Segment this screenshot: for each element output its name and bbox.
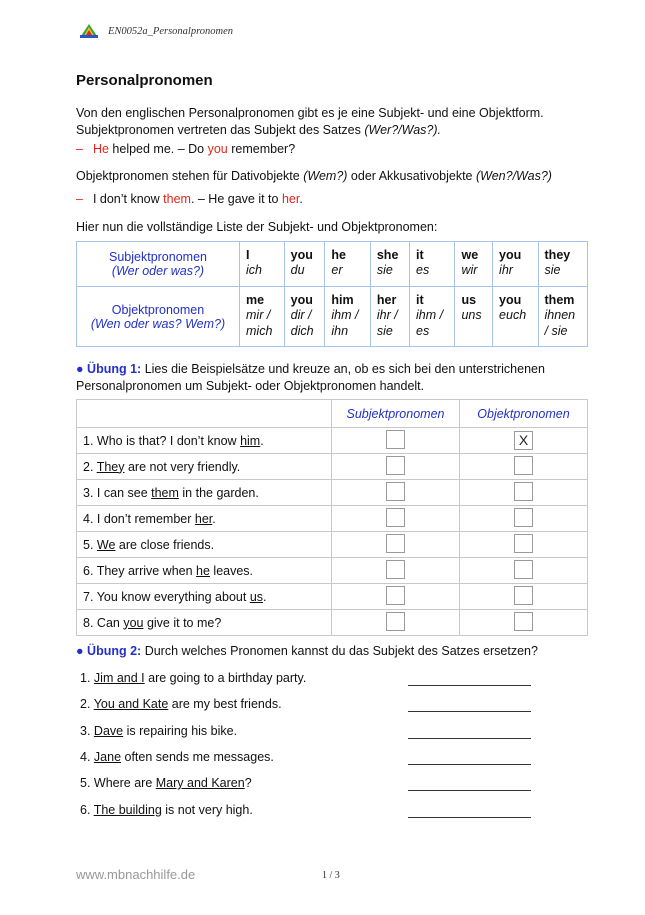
exercise2-item: 4. Jane often sends me messages.: [80, 749, 274, 764]
exercise1-sentence: 3. I can see them in the garden.: [77, 480, 332, 506]
object-row: [77, 287, 588, 347]
subject-column-header: Subjektpronomen: [332, 400, 460, 428]
object-checkbox[interactable]: [514, 612, 533, 631]
pronoun-cell: it es: [410, 242, 455, 287]
list-intro: Hier nun die vollständige Liste der Subjekt- und Objektpronomen:: [76, 220, 438, 234]
answer-line[interactable]: [408, 789, 531, 791]
pronoun-cell: they sie: [538, 242, 587, 287]
exercise2-item: 1. Jim and I are going to a birthday party.: [80, 671, 307, 685]
subject-row: [77, 242, 588, 287]
example-object: – I don’t know them. – He gave it to her.: [76, 192, 303, 206]
answer-line[interactable]: [408, 710, 531, 712]
exercise1-sentence: 8. Can you give it to me?: [77, 610, 332, 636]
pronoun-cell: I ich: [240, 242, 285, 287]
answer-line[interactable]: [408, 816, 531, 818]
subject-checkbox[interactable]: [386, 482, 405, 501]
subject-checkbox[interactable]: [386, 612, 405, 631]
page-title: Personalpronomen: [76, 72, 213, 89]
subject-checkbox[interactable]: [386, 560, 405, 579]
page-number: 1 / 3: [322, 870, 340, 881]
object-checkbox[interactable]: [514, 586, 533, 605]
pronoun-cell: her ihr / sie: [370, 287, 409, 347]
object-checkbox[interactable]: [514, 508, 533, 527]
subject-checkbox[interactable]: [386, 456, 405, 475]
exercise1-instructions: ● Übung 1: Lies die Beispielsätze und kreuze an, ob es sich bei den unterstrichenen Personalpronomen um Subjekt- oder Objektpronomen handelt.: [76, 362, 545, 393]
object-checkbox[interactable]: [514, 560, 533, 579]
exercise2-instructions: ● Übung 2: Durch welches Pronomen kannst du das Subjekt des Satzes ersetzen?: [76, 644, 538, 658]
exercise1-row: [77, 610, 588, 636]
exercise1-row: [77, 428, 588, 454]
exercise1-header-row: [77, 400, 588, 428]
pronoun-cell: us uns: [455, 287, 493, 347]
intro-paragraph: Von den englischen Personalpronomen gibt es je eine Subjekt- und eine Objektform. Subjektpronomen vertreten das Subjekt des Satzes (Wer?/Was?).: [76, 106, 544, 137]
exercise1-sentence: 5. We are close friends.: [77, 532, 332, 558]
exercise2-item: 6. The building is not very high.: [80, 802, 253, 817]
pronoun-cell: he er: [325, 242, 370, 287]
object-checkbox[interactable]: [514, 482, 533, 501]
example-subject: – He helped me. – Do you remember?: [76, 142, 296, 156]
exercise1-sentence: 2. They are not very friendly.: [77, 454, 332, 480]
pronoun-cell: you euch: [493, 287, 538, 347]
exercise1-sentence: 7. You know everything about us.: [77, 584, 332, 610]
subject-checkbox[interactable]: [386, 430, 405, 449]
footer-site: www.mbnachhilfe.de: [76, 867, 196, 882]
subject-checkbox[interactable]: [386, 586, 405, 605]
exercise1-sentence: 1. Who is that? I don’t know him.: [77, 428, 332, 454]
pronoun-cell: it ihm / es: [410, 287, 455, 347]
subject-label-cell: Subjektpronomen (Wer oder was?): [77, 242, 240, 287]
page-header: [80, 24, 233, 38]
pronoun-cell: you du: [284, 242, 325, 287]
object-checkbox[interactable]: X: [514, 431, 533, 450]
exercise1-row: [77, 506, 588, 532]
exercise1-table: [76, 399, 588, 636]
subject-checkbox[interactable]: [386, 508, 405, 527]
pronoun-cell: them ihnen / sie: [538, 287, 587, 347]
exercise2-item: 3. Dave is repairing his bike.: [80, 723, 238, 738]
pronoun-cell: she sie: [370, 242, 409, 287]
object-checkbox[interactable]: [514, 456, 533, 475]
exercise2-item: 5. Where are Mary and Karen?: [80, 776, 252, 791]
exercise1-row: [77, 532, 588, 558]
object-explanation: Objektpronomen stehen für Dativobjekte (Wem?) oder Akkusativobjekte (Wen?/Was?): [76, 169, 552, 183]
answer-line[interactable]: [408, 684, 531, 686]
document-code: EN0052a_Personalpronomen: [108, 25, 234, 37]
object-column-header: Objektpronomen: [460, 400, 588, 428]
answer-line[interactable]: [408, 763, 531, 765]
answer-line[interactable]: [408, 737, 531, 739]
exercise1-row: [77, 480, 588, 506]
pronoun-cell: you dir / dich: [284, 287, 325, 347]
pronoun-table: [76, 241, 588, 347]
logo-icon: [80, 24, 98, 38]
pronoun-cell: you ihr: [493, 242, 538, 287]
subject-checkbox[interactable]: [386, 534, 405, 553]
pronoun-cell: me mir / mich: [240, 287, 285, 347]
exercise1-row: [77, 454, 588, 480]
object-checkbox[interactable]: [514, 534, 533, 553]
object-label-cell: Objektpronomen (Wen oder was? Wem?): [77, 287, 240, 347]
exercise1-row: [77, 584, 588, 610]
exercise1-sentence: 6. They arrive when he leaves.: [77, 558, 332, 584]
pronoun-cell: we wir: [455, 242, 493, 287]
exercise2-item: 2. You and Kate are my best friends.: [80, 697, 282, 712]
exercise1-row: [77, 558, 588, 584]
pronoun-cell: him ihm / ihn: [325, 287, 370, 347]
exercise1-sentence: 4. I don’t remember her.: [77, 506, 332, 532]
